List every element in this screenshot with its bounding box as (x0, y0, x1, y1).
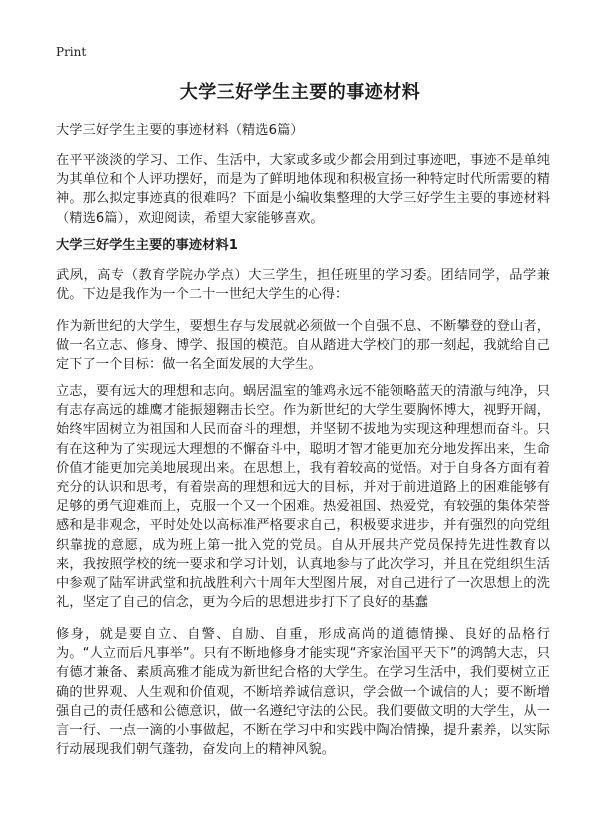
section-heading: 大学三好学生主要的事迹材料1 (56, 238, 239, 253)
intro-paragraph: 在平平淡淡的学习、工作、生活中，大家或多或少都会用到过事迹吧，事迹不是单纯为其单位和个人评功摆好，而是为了鲜明地体现和积极宣扬一种特定时代所需要的精神。那么拟定事迹真的很难吗？下面是小编收集整理的大学三好学生主要的事迹材料（精选6篇），欢迎阅读，希望大家能够喜欢。 (56, 153, 550, 226)
paragraph-2: 作为新世纪的大学生，要想生存与发展就必须做一个自强不息、不断攀登的登山者，做一名立志、修身、博学、报国的模范。自从踏进大学校门的那一刻起，我就给自己定下了一个目标：做一名全面发展的大学生。 (56, 319, 550, 373)
document-subtitle: 大学三好学生主要的事迹材料（精选6篇） (56, 123, 304, 138)
document-title: 大学三好学生主要的事迹材料 (179, 82, 421, 103)
print-label: Print (56, 45, 87, 59)
paragraph-3: 立志，要有远大的理想和志向。蜗居温室的雏鸡永远不能领略蓝天的清澈与纯净，只有志存高远的雄鹰才能振翅翱击长空。作为新世纪的大学生要胸怀博大，视野开阔，始终牢固树立为祖国和人民而奋斗的理想，并坚韧不拔地为实现这种理想而奋斗。只有在这种为了实现远大理想的不懈奋斗中，聪明才智才能更加充分地发挥出来，生命价值才能更加完美地展现出来。在思想上，我有着较高的觉悟。对于自身各方面有着充分的认识和思考，有着崇高的理想和远大的目标，并对于前进道路上的困难能够有足够的勇气迎难而上，克服一个又一个困难。热爱祖国、热爱党，有较强的集体荣誉感和是非观念，平时处处以高标准严格要求自己，积极要求进步，并有强烈的向党组织靠拢的意愿，成为班上第一批入党的党员。自从开展共产党员保持先进性教育以来，我按照学校的统一要求和学习计划，认真地参与了此次学习，并且在党组织生活中参观了陆军讲武堂和抗战胜利六十周年大型图片展，对自己进行了一次思想上的洗礼，坚定了自己的信念，更为今后的思想进步打下了良好的基蠢 (56, 384, 550, 611)
paragraph-4: 修身，就是要自立、自警、自励、自重，形成高尚的道德情操、良好的品格行为。“人立而后凡事举”。只有不断地修身才能实现“齐家治国平天下”的鸿鹄大志，只有德才兼备、素质高雅才能成为新世纪合格的大学生。在学习生活中，我们要树立正确的世界观、人生观和价值观，不断培养诚信意识，学会做一个诚信的人；要不断增强自己的责任感和公德意识，做一名遵纪守法的公民。我们要做文明的大学生，从一言一行、一点一滴的小事做起，不断在学习中和实践中陶冶情操，提升素养，以实际行动展现我们朝气蓬勃，奋发向上的精神风貌。 (56, 627, 550, 758)
paragraph-1: 武夙，高专（教育学院办学点）大三学生，担任班里的学习委。团结同学，品学兼优。下边是我作为一个二十一世纪大学生的心得： (56, 268, 550, 303)
